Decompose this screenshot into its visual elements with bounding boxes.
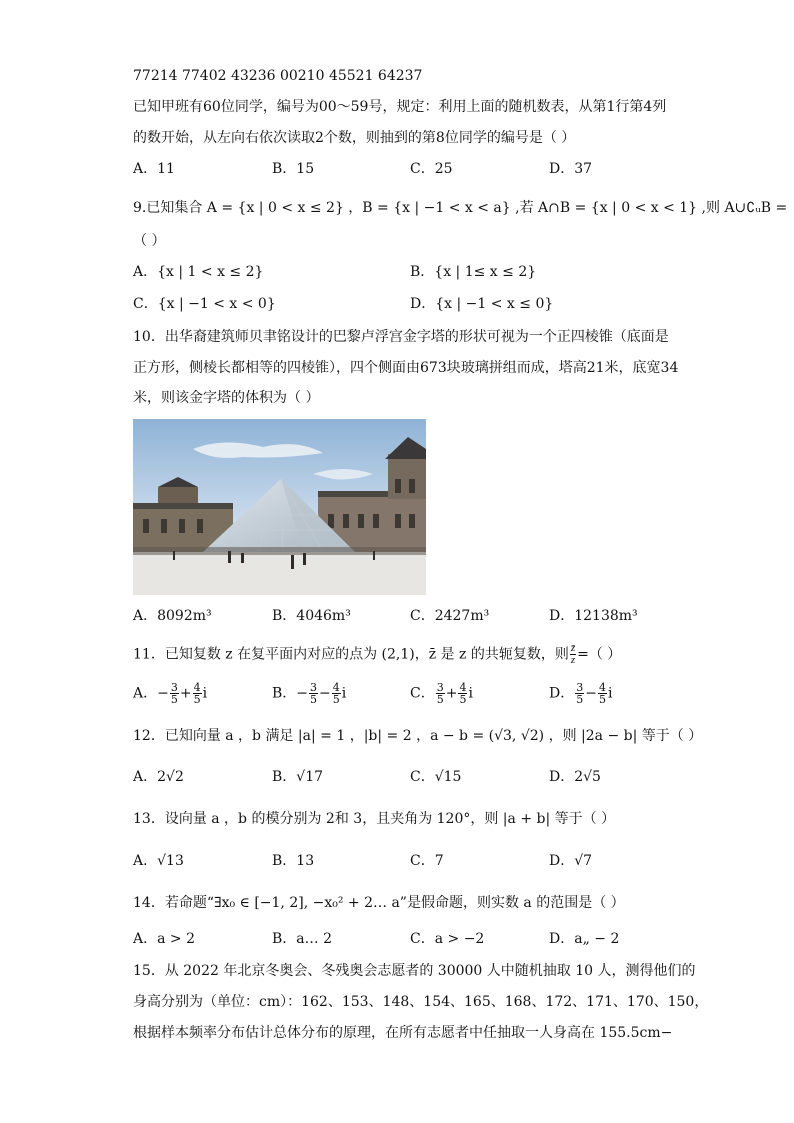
q14-option-d: D．a„ − 2: [549, 931, 620, 947]
q9-option-b: B．{x | 1≤ x ≤ 2}: [410, 264, 537, 280]
q11-option-c-frac2: [458, 682, 467, 705]
frac-num: 4: [598, 681, 606, 694]
q15-stem-line3: 根据样本频率分布估计总体分布的原理，在所有志愿者中任抽取一人身高在 155.5cm−: [133, 1025, 673, 1041]
frac-den: 5: [598, 693, 606, 706]
q15-stem-line1: 15．从 2022 年北京冬奥会、冬残奥会志愿者的 30000 人中随机抽取 10 人，测得他们的: [133, 963, 696, 979]
q11-option-b-frac2: [332, 682, 341, 705]
frac-num: 4: [459, 681, 467, 694]
q11-stem-text: 11．已知复数 z 在复平面内对应的点为 (2,1)，z̄ 是 z 的共轭复数，则: [133, 646, 569, 663]
q12-option-d: D．2√5: [549, 769, 601, 785]
frac-num: 4: [193, 681, 201, 694]
q11-option-d-label: D．: [549, 685, 575, 702]
q11-option-b-sign: −: [296, 685, 309, 702]
q10-stem-line1: 10．出华裔建筑师贝聿铭设计的巴黎卢浮宫金字塔的形状可视为一个正四棱锥（底面是: [133, 329, 669, 345]
q11-option-a-frac2: [193, 682, 202, 705]
frac-den: 5: [459, 693, 467, 706]
q11-option-c-label: C．: [410, 685, 435, 702]
q11-stem-tail: =（ ）: [577, 646, 622, 663]
frac-num: 3: [170, 681, 178, 694]
frac-den: 5: [332, 693, 340, 706]
q14-option-c: C．a > −2: [410, 931, 485, 947]
q11-option-b-label: B．: [272, 685, 297, 702]
q13-option-b: B．13: [272, 853, 315, 869]
frac-den: 5: [576, 693, 584, 706]
q11-option-b-op: −: [319, 685, 331, 702]
q11-option-b-unit: i: [341, 685, 347, 702]
q11-option-d-frac1: [575, 682, 584, 705]
q10-option-d: D．12138m³: [549, 608, 638, 624]
q11-option-d-op: −: [585, 685, 597, 702]
q9-option-a: A．{x | 1 < x ≤ 2}: [133, 264, 264, 280]
q11-option-c-unit: i: [468, 685, 473, 702]
q12-stem: 12．已知向量 a ，b 满足 |a| = 1 ，|b| = 2 ，a − b = (√3, √2) ，则 |2a − b| 等于（ ）: [133, 728, 703, 744]
frac-num: 3: [576, 681, 584, 694]
q11-option-a-sign: −: [157, 685, 169, 702]
q8-stem-line1: 已知甲班有60位同学，编号为00～59号，规定：利用上面的随机数表，从第1行第4列: [133, 99, 667, 115]
frac-den: 5: [193, 693, 201, 706]
q12-option-c: C．√15: [410, 769, 462, 785]
q11-frac-num: z̄: [570, 642, 576, 654]
q11-frac-den: z: [570, 654, 576, 666]
q14-stem: 14．若命题“∃x₀ ∈ [−1, 2], −x₀² + 2… a”是假命题，则实数 a 的范围是（ ）: [133, 895, 625, 911]
q10-stem-line2: 正方形，侧棱长都相等的四棱锥），四个侧面由673块玻璃拼组而成，塔高21米，底宽34: [133, 360, 679, 376]
q11-option-d: [549, 682, 612, 705]
q11-option-b-frac1: [309, 682, 318, 705]
q10-stem-line3: 米，则该金字塔的体积为（ ）: [133, 390, 320, 406]
q11-option-a-op: +: [179, 685, 192, 702]
q8-option-b: B．15: [272, 161, 315, 177]
q11-option-a: [133, 682, 207, 705]
q8-option-c: C．25: [410, 161, 453, 177]
q8-option-a: A．11: [133, 161, 175, 177]
q14-option-a: A．a > 2: [133, 931, 195, 947]
q8-stem-line2: 的数开始，从左向右依次读取2个数，则抽到的第8位同学的编号是（ ）: [133, 130, 576, 146]
q10-option-b: B．4046m³: [272, 608, 351, 624]
q8-option-d: D．37: [549, 161, 593, 177]
frac-num: 4: [332, 681, 340, 694]
q11-option-a-unit: i: [202, 685, 208, 702]
frac-num: 3: [310, 681, 318, 694]
frac-num: 3: [436, 681, 444, 694]
louvre-pyramid-photo: [133, 419, 426, 595]
q13-stem: 13．设向量 a ，b 的模分别为 2和 3，且夹角为 120°，则 |a + b| 等于（ ）: [133, 811, 616, 827]
q11-option-c-frac1: [436, 682, 445, 705]
frac-den: 5: [436, 693, 444, 706]
q11-stem-fraction: [570, 643, 576, 666]
q12-option-a: A．2√2: [133, 769, 184, 785]
q11-option-d-frac2: [598, 682, 607, 705]
q14-option-b: B．a… 2: [272, 931, 332, 947]
q11-option-a-frac1: [170, 682, 179, 705]
q13-option-d: D．√7: [549, 853, 593, 869]
q9-stem-line2: （ ）: [133, 233, 166, 249]
q11-option-d-unit: i: [607, 685, 613, 702]
frac-den: 5: [310, 693, 318, 706]
q12-option-b: B．√17: [272, 769, 324, 785]
q11-option-b: [272, 682, 346, 705]
frac-den: 5: [170, 693, 178, 706]
q9-option-d: D．{x | −1 < x ≤ 0}: [410, 296, 554, 312]
q13-option-a: A．√13: [133, 853, 184, 869]
random-number-row: 77214 77402 43236 00210 45521 64237: [133, 68, 423, 84]
q13-option-c: C．7: [410, 853, 444, 869]
q15-stem-line2: 身高分别为（单位：cm）：162、153、148、154、165、168、172、171、170、150，: [133, 994, 709, 1010]
q11-stem: [133, 643, 621, 666]
q11-option-c-op: +: [445, 685, 458, 702]
q10-option-a: A．8092m³: [133, 608, 212, 624]
q9-stem-line1: 9.已知集合 A = {x | 0 < x ≤ 2} ，B = {x | −1 < x < a} ,若 A∩B = {x | 0 < x < 1} ,则 A∪∁ᵤB =: [133, 200, 788, 216]
q10-option-c: C．2427m³: [410, 608, 490, 624]
q11-option-a-label: A．: [133, 685, 158, 702]
q11-option-c: [410, 682, 473, 705]
q9-option-c: C．{x | −1 < x < 0}: [133, 296, 276, 312]
